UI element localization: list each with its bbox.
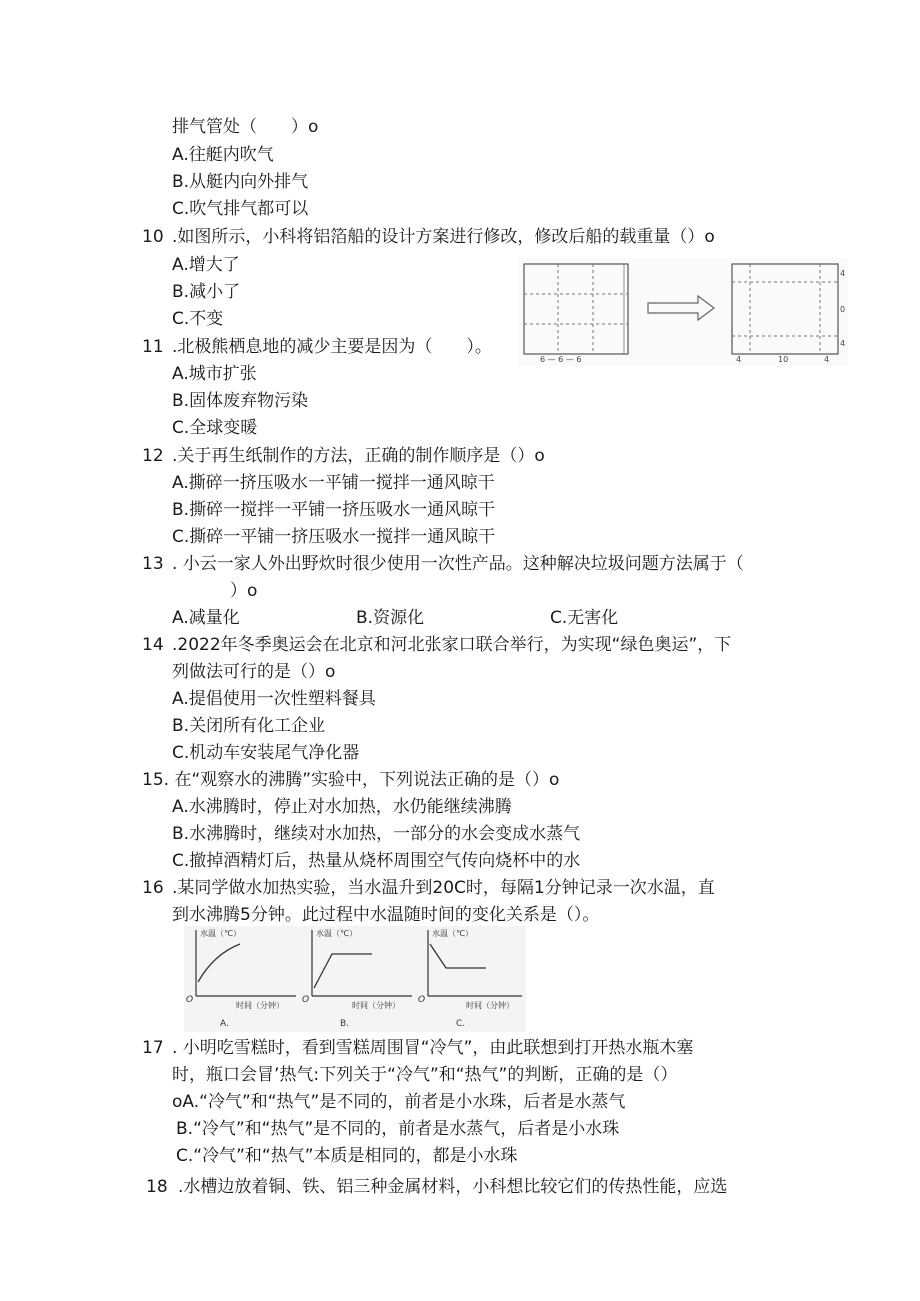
fig10-right-dim-b: 10 <box>778 355 789 364</box>
question-15-option-c: C.撤掉酒精灯后，热量从烧杯周围空气传向烧杯中的水 <box>172 851 581 871</box>
fig10-left-dims: 6 — 6 — 6 <box>540 355 582 364</box>
fig10-right-side-b: 0 <box>840 305 846 314</box>
question-14-stem-cont: 列做法可行的是（）o <box>172 662 336 682</box>
intro-option-c: C.吹气排气都可以 <box>172 199 309 219</box>
graph-a-ylabel: 水温（℃） <box>200 929 241 938</box>
fig10-right-side-a: 4 <box>840 269 846 278</box>
question-10-option-b: B.减小了 <box>172 282 241 302</box>
intro-stem: 排气管处（ ）o <box>172 117 319 137</box>
question-14-option-b: B.关闭所有化工企业 <box>172 716 326 736</box>
graph-c-label: C. <box>456 1019 466 1029</box>
question-14-option-a: A.提倡使用一次性塑料餐具 <box>172 689 376 709</box>
question-16-stem-cont: 到水沸腾5分钟。此过程中水温随时间的变化关系是（）。 <box>172 905 600 925</box>
question-17-option-b: B.“冷气”和“热气”是不同的，前者是水蒸气，后者是小水珠 <box>176 1119 620 1139</box>
question-16-figure <box>184 926 526 1032</box>
question-10-stem: .如图所示，小科将铝箔船的设计方案进行修改，修改后船的载重量（）o <box>172 227 715 247</box>
question-11-option-a: A.城市扩张 <box>172 364 257 384</box>
intro-option-b: B.从艇内向外排气 <box>172 172 309 192</box>
question-17-stem-cont: 时，瓶口会冒’热气:下列关于“冷气”和“热气”的判断，正确的是（） <box>172 1065 678 1085</box>
question-14-option-c: C.机动车安装尾气净化器 <box>172 743 360 763</box>
question-13-option-a: A.减量化 <box>172 608 240 628</box>
fig10-right-side-c: 4 <box>840 339 846 348</box>
question-10-number: 10 <box>142 227 164 247</box>
question-11-stem: .北极熊栖息地的减少主要是因为（ ）。 <box>172 337 492 357</box>
question-17-option-a: oA.“冷气”和“热气”是不同的，前者是小水珠，后者是水蒸气 <box>172 1092 626 1112</box>
fig10-right-dim-a: 4 <box>736 355 742 364</box>
question-11-option-b: B.固体废弃物污染 <box>172 391 309 411</box>
question-16-number: 16 <box>142 878 164 898</box>
question-18-number: 18 <box>146 1177 168 1197</box>
question-16-stem: .某同学做水加热实验，当水温升到20C时，每隔1分钟记录一次水温，直 <box>172 878 715 898</box>
question-10-option-c: C.不变 <box>172 309 224 329</box>
graph-b-xlabel: 时间（分钟） <box>352 1001 400 1010</box>
intro-option-a: A.往艇内吹气 <box>172 145 274 165</box>
fig10-right-dim-c: 4 <box>824 355 830 364</box>
question-17-stem: . 小明吃雪糕时，看到雪糕周围冒“冷气”，由此联想到打开热水瓶木塞 <box>172 1038 694 1058</box>
question-13-stem: . 小云一家人外出野炊时很少使用一次性产品。这种解决垃圾问题方法属于（ <box>172 554 744 574</box>
graph-a-xlabel: 时间（分钟） <box>236 1001 284 1010</box>
question-12-number: 12 <box>142 446 164 466</box>
question-12-option-c: C.撕碎一平铺一挤压吸水一搅拌一通风晾干 <box>172 527 496 547</box>
question-13-option-c: C.无害化 <box>550 608 619 628</box>
question-11-number: 11 <box>142 337 164 357</box>
question-10-option-a: A.增大了 <box>172 255 240 275</box>
question-14-number: 14 <box>142 635 164 655</box>
question-13-option-b: B.资源化 <box>356 608 425 628</box>
question-14-stem: .2022年冬季奥运会在北京和河北张家口联合举行，为实现“绿色奥运”，下 <box>172 635 732 655</box>
question-15-option-a: A.水沸腾时，停止对水加热，水仍能继续沸腾 <box>172 797 512 817</box>
graph-b-label: B. <box>340 1019 350 1029</box>
graph-a-origin: O <box>186 995 194 1005</box>
graph-c-xlabel: 时间（分钟） <box>466 1001 514 1010</box>
question-13-number: 13 <box>142 554 164 574</box>
question-18-stem: .水槽边放着铜、铁、铝三种金属材料，小科想比较它们的传热性能，应选 <box>178 1177 728 1197</box>
graph-c-origin: O <box>418 995 426 1005</box>
question-15-stem: 15. 在“观察水的沸腾”实验中，下列说法正确的是（）o <box>142 770 560 790</box>
question-17-option-c: C.“冷气”和“热气”本质是相同的，都是小水珠 <box>176 1146 518 1166</box>
question-12-option-a: A.撕碎一挤压吸水一平铺一搅拌一通风晾干 <box>172 473 495 493</box>
question-12-option-b: B.撕碎一搅拌一平铺一挤压吸水一通风晾干 <box>172 500 496 520</box>
graph-b-origin: O <box>302 995 310 1005</box>
graph-a-label: A. <box>220 1019 229 1029</box>
question-15-option-b: B.水沸腾时，继续对水加热，一部分的水会变成水蒸气 <box>172 824 581 844</box>
question-10-figure <box>518 258 848 366</box>
graph-b-ylabel: 水温（℃） <box>316 929 357 938</box>
question-17-number: 17 <box>142 1038 164 1058</box>
question-11-option-c: C.全球变暖 <box>172 418 258 438</box>
graph-c-ylabel: 水温（℃） <box>432 929 473 938</box>
question-13-stem-cont: ）o <box>230 581 258 601</box>
question-12-stem: .关于再生纸制作的方法，正确的制作顺序是（）o <box>172 446 545 466</box>
